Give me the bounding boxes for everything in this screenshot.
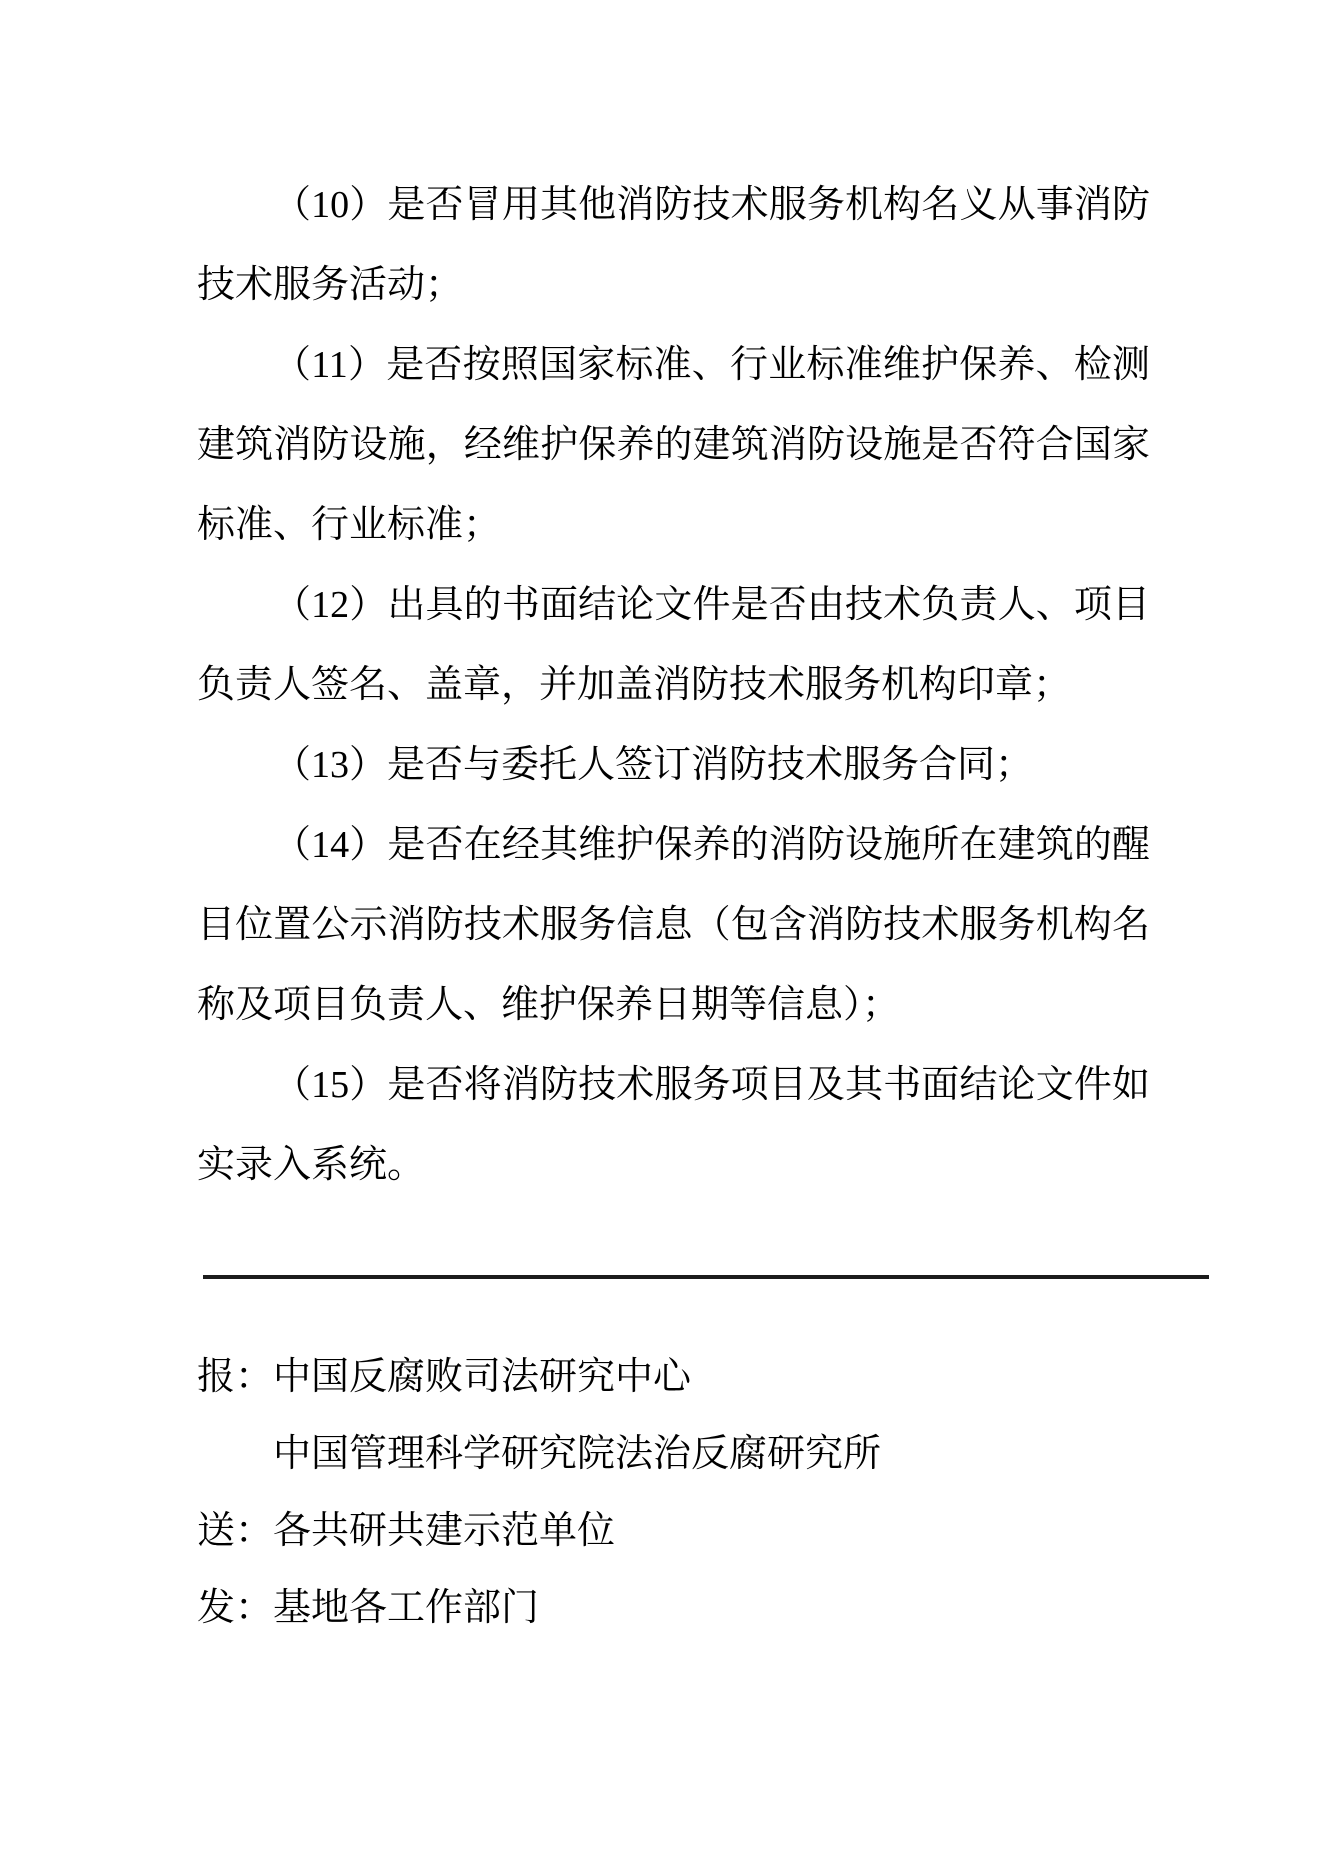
distribution-line-bao-continued — [197, 1416, 1150, 1493]
distribution-text: 各共研共建示范单位 — [273, 1510, 616, 1552]
paragraph-item-13: （13）是否与委托人签订消防技术服务合同； — [273, 744, 1034, 786]
document-body — [197, 165, 1150, 1205]
distribution-text: 中国反腐败司法研究中心 — [273, 1356, 692, 1398]
distribution-label: 报： — [197, 1356, 274, 1398]
paragraph-item-14: （14）是否在经其维护保养的消防设施所在建筑的醒目位置公示消防技术服务信息（包含消防技术服务机构名称及项目负责人、维护保养日期等信息）； — [197, 824, 1150, 1026]
distribution-label: 发： — [197, 1587, 274, 1629]
distribution-line-fa — [197, 1570, 1150, 1647]
distribution-line-bao — [197, 1339, 1150, 1416]
paragraph-item-12: （12）出具的书面结论文件是否由技术负责人、项目负责人签名、盖章，并加盖消防技术服务机构印章； — [197, 584, 1150, 706]
paragraph-item-10: （10）是否冒用其他消防技术服务机构名义从事消防技术服务活动； — [197, 184, 1150, 306]
distribution-label: 送： — [197, 1510, 274, 1552]
distribution-text: 中国管理科学研究院法治反腐研究所 — [273, 1433, 882, 1475]
footer-divider-line — [203, 1275, 1209, 1279]
distribution-line-song — [197, 1493, 1150, 1570]
distribution-text: 基地各工作部门 — [273, 1587, 540, 1629]
paragraph-item-15: （15）是否将消防技术服务项目及其书面结论文件如实录入系统。 — [197, 1064, 1150, 1186]
distribution-block — [197, 1339, 1150, 1647]
paragraph-item-11: （11）是否按照国家标准、行业标准维护保养、检测建筑消防设施，经维护保养的建筑消防设施是否符合国家标准、行业标准； — [197, 344, 1150, 546]
